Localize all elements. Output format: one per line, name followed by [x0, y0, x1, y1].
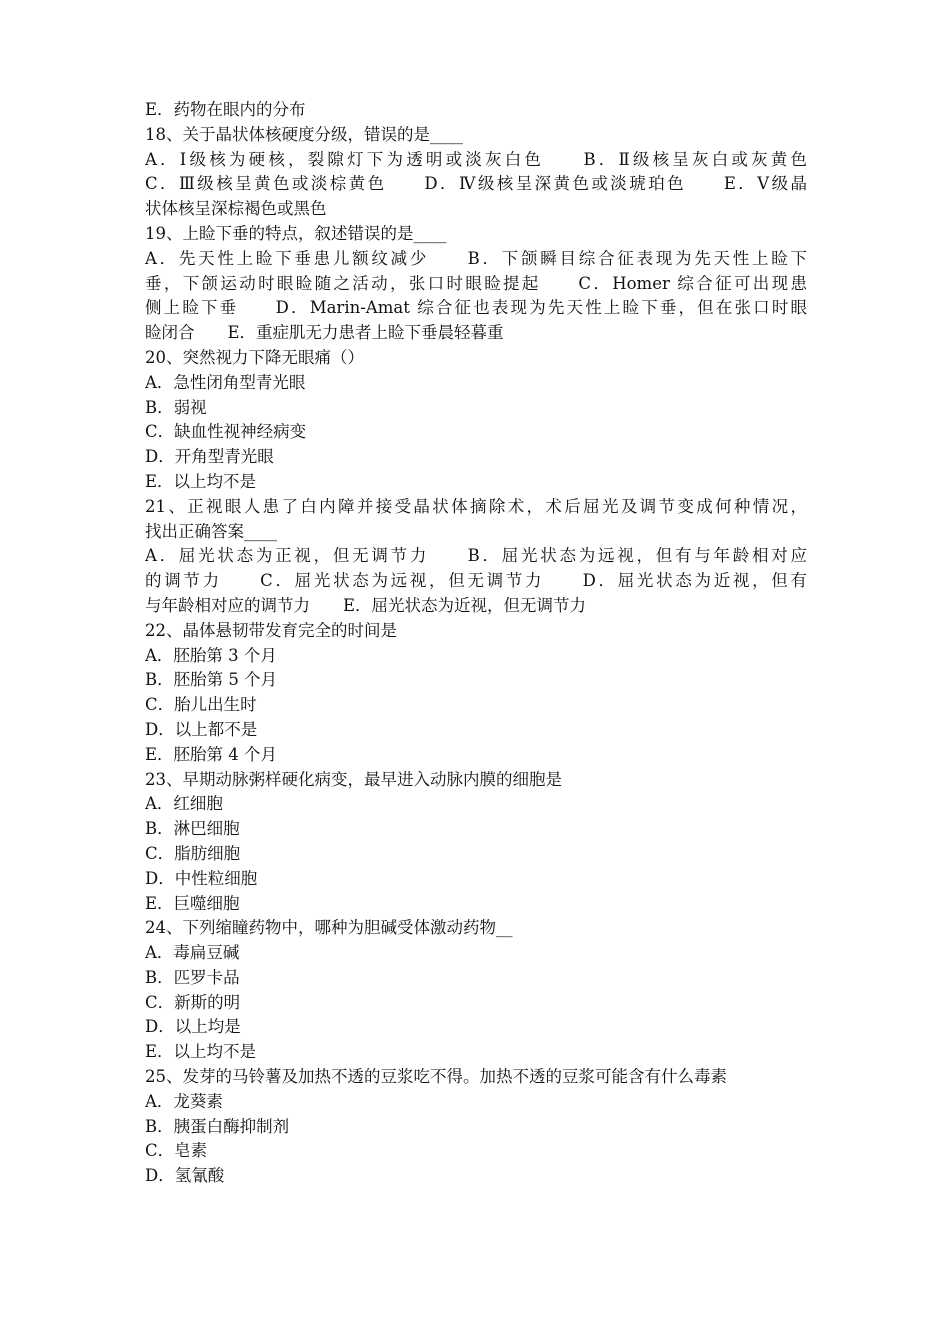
option-line: A．龙葵素 — [145, 1091, 223, 1111]
question-19: 19、上睑下垂的特点，叙述错误的是____ — [145, 223, 447, 243]
option-line: C．胎儿出生时 — [145, 695, 257, 715]
option-line: C．皂素 — [145, 1141, 208, 1161]
option-line: B．匹罗卡品 — [145, 967, 240, 987]
text-line: 找出正确答案____ — [145, 521, 277, 541]
option-line: B．胰蛋白酶抑制剂 — [145, 1116, 290, 1136]
option-line: D．开角型青光眼 — [145, 447, 274, 467]
question-21: 21、正视眼人患了白内障并接受晶状体摘除术，术后屈光及调节变成何种情况， — [145, 496, 807, 516]
document-body — [145, 98, 807, 1189]
option-line: C．缺血性视神经病变 — [145, 422, 307, 442]
question-23: 23、早期动脉粥样硬化病变，最早进入动脉内膜的细胞是 — [145, 769, 562, 789]
text-line: 侧上睑下垂 D．Marin-Amat 综合征也表现为先天性上睑下垂，但在张口时眼 — [145, 298, 807, 318]
option-line: D．氢氰酸 — [145, 1166, 225, 1186]
option-line: B．胚胎第 5 个月 — [145, 670, 278, 690]
question-25: 25、发芽的马铃薯及加热不透的豆浆吃不得。加热不透的豆浆可能含有什么毒素 — [145, 1067, 727, 1087]
text-line: 睑闭合 E．重症肌无力患者上睑下垂晨轻暮重 — [145, 323, 504, 343]
option-line: E．以上均不是 — [145, 1042, 257, 1062]
option-line: E．巨噬细胞 — [145, 893, 240, 913]
option-line: D．以上均是 — [145, 1017, 241, 1037]
text-line: 垂，下颌运动时眼睑随之活动，张口时眼睑提起 C．Homer 综合征可出现患 — [145, 273, 807, 293]
question-20: 20、突然视力下降无眼痛（） — [145, 347, 364, 367]
option-line: B．淋巴细胞 — [145, 819, 240, 839]
question-18: 18、关于晶状体核硬度分级，错误的是____ — [145, 124, 463, 144]
text-line: C．Ⅲ级核呈黄色或淡棕黄色 D．Ⅳ级核呈深黄色或淡琥珀色 E．Ⅴ级晶 — [145, 174, 807, 194]
text-line: E．药物在眼内的分布 — [145, 100, 306, 119]
option-line: A．毒扁豆碱 — [145, 943, 240, 963]
option-line: D．以上都不是 — [145, 719, 258, 739]
question-22: 22、晶体悬韧带发育完全的时间是 — [145, 620, 397, 640]
question-24: 24、下列缩瞳药物中，哪种为胆碱受体激动药物__ — [145, 918, 513, 938]
option-line: A．胚胎第 3 个月 — [145, 645, 277, 665]
text-line: A．屈光状态为正视，但无调节力 B．屈光状态为远视，但有与年龄相对应 — [145, 546, 807, 566]
text-line: A．先天性上睑下垂患儿额纹减少 B．下颌瞬目综合征表现为先天性上睑下 — [145, 248, 807, 268]
text-line: 状体核呈深棕褐色或黑色 — [145, 199, 327, 219]
text-line: A．Ⅰ级核为硬核，裂隙灯下为透明或淡灰白色 B．Ⅱ级核呈灰白或灰黄色 — [145, 149, 807, 169]
option-line: D．中性粒细胞 — [145, 868, 258, 888]
text-line: 与年龄相对应的调节力 E．屈光状态为近视，但无调节力 — [145, 595, 587, 615]
text-line: 的调节力 C．屈光状态为远视，但无调节力 D．屈光状态为近视，但有 — [145, 571, 807, 591]
option-line: A．红细胞 — [145, 794, 223, 814]
option-line: C．脂肪细胞 — [145, 843, 241, 863]
option-line: B．弱视 — [145, 397, 207, 417]
option-line: A．急性闭角型青光眼 — [145, 372, 306, 392]
option-line: E．以上均不是 — [145, 471, 257, 491]
option-line: E．胚胎第 4 个月 — [145, 744, 278, 764]
option-line: C．新斯的明 — [145, 992, 241, 1012]
